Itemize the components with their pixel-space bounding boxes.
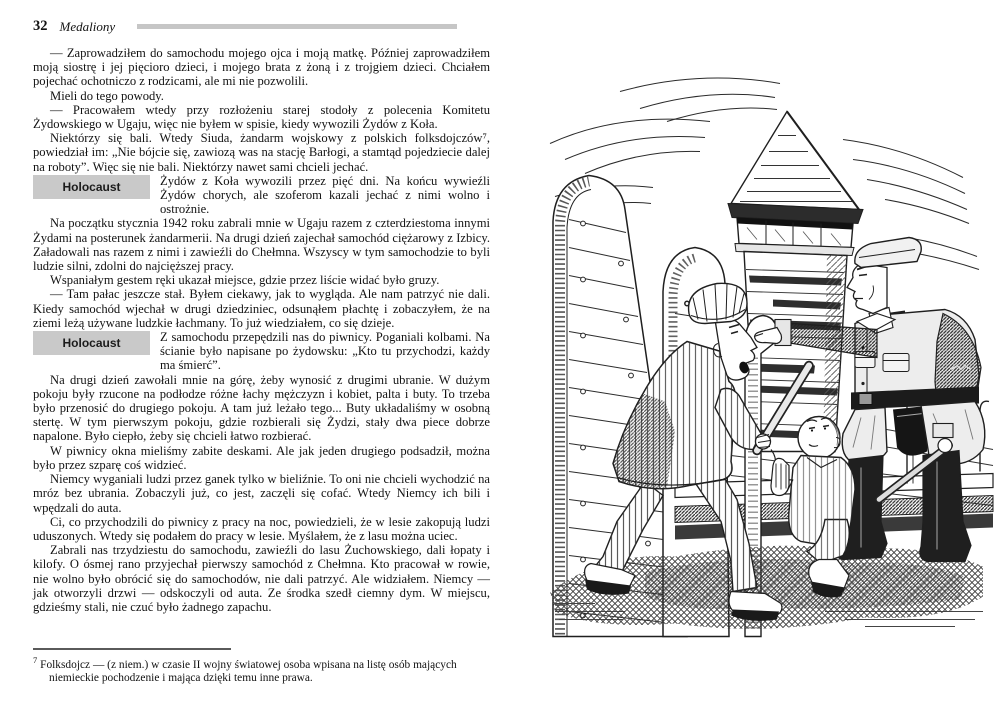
- footnote-text: $^7$ Folksdojcz — (z niem.) w czasie II wojny światowej osoba wpisana na listę osób mających niemieckie pochodzenie i mająca dzięki temu inne prawa.: [33, 655, 457, 685]
- camp-illustration: [525, 50, 995, 708]
- paragraph: Na drugi dzień zawołali mnie na górę, żeby wynosić z drugimi ubranie. W dużym pokoju były rzucone na podłodze różne łachy mężczyzn i kobiet, palta i buty. To trzeba było przenosić do drugiego pokoju. A tam już leżało tego... Buty układaliśmy w osobną stertę. W tym pierwszym pokoju, gdzie rozbierali się Żydzi, stały dwa piece dobrze napalone. Było ciepło, żeby się chcieli łatwo rozbierać.: [33, 372, 490, 444]
- text-column: [33, 46, 490, 614]
- running-title: Medaliony: [59, 18, 116, 34]
- illustration-svg: [525, 50, 995, 708]
- paragraph: — Tam pałac jeszcze stał. Byłem ciekawy, jak to wygląda. Ale nam patrzyć nie dali. Kiedy samochód wjechał w drugi dziedziniec, odsunąłem płachtę i zobaczyłem, że na ziemi leżą używane ludzkie łachmany. To już wiedziałem, co się dzieje.: [33, 287, 490, 330]
- holocaust-tag[interactable]: Holocaust: [33, 175, 150, 199]
- page-header: [33, 18, 490, 34]
- paragraph: Mieli do tego powody.: [50, 88, 164, 103]
- paragraph: Wspaniałym gestem ręki ukazał miejsce, gdzie przez liście widać było gruzy.: [50, 273, 440, 288]
- paragraph: Zabrali nas trzydziestu do samochodu, zawieźli do lasu Żuchowskiego, dali łopaty i kilofy. O ósmej rano przyjechał pierwszy samochód z Chełmna. Kto pracował w rowie, nie wolno było obrócić się do samochodów, nie dali patrzyć. Ale widziałem. Niemcy — jak otworzyli drzwi — odskoczyli od auta. Ze środka szedł ciemny dym. W miejscu, gdzieśmy stali, nie czuć było żadnego zapachu.: [33, 543, 490, 614]
- paragraph: W piwnicy okna mieliśmy zabite deskami. Ale jak jeden drugiego podsadził, można było przez szparę coś widzieć.: [33, 443, 490, 472]
- footnote: [33, 648, 490, 686]
- paragraph: Niektórzy się bali. Wtedy Siuda, żandarm wojskowy z polskich folksdojczów⁷, powiedział im: „Nie bójcie się, zawiozą was na stację Barłogi, a stamtąd pojedziecie dalej na roboty”. Więc się nie bali. Niektórzy nawet sami chcieli jechać.: [33, 131, 490, 174]
- paragraph: Niemcy wyganiali ludzi przez ganek tylko w bieliźnie. To oni nie chcieli wychodzić na mróz bez ubrania. Zobaczyli już, co jest, zaczęli się cofać. Wtedy Niemcy ich bili i wpędzali do auta.: [33, 472, 490, 515]
- paragraph: — Zaprowadziłem do samochodu mojego ojca i moją matkę. Później zaprowadziłem moją siostrę i jej pięcioro dzieci, i mojego brata z żoną i z trojgiem dzieci. Chciałem pojechać ochotniczo z rodzicami, ale mi nie pozwolili.: [33, 46, 490, 89]
- paragraph: Holocaust Żydów z Koła wywozili przez pięć dni. Na końcu wywieźli Żydów chorych, ale szoferom kazali jechać z nimi wolno i ostrożnie.: [33, 174, 490, 217]
- paragraph: — Pracowałem wtedy przy rozłożeniu starej stodoły z polecenia Komitetu Żydowskiego w Ugaju, więc nie byłem w spisie, kiedy wywozili Żydów z Koła.: [33, 102, 490, 132]
- paragraph: Holocaust Z samochodu przepędzili nas do piwnicy. Poganiali kolbami. Na ścianie było napisane po żydowsku: „Kto tu przychodzi, każdy ma śmierć”.: [33, 330, 490, 373]
- footnote-rule: [33, 648, 231, 650]
- paragraph: Na początku stycznia 1942 roku zabrali mnie w Ugaju razem z czterdziestoma innymi Żydami na posterunek żandarmerii. Na drugi dzień zajechał samochód ciężarowy z Izbicy. Załadowali nas razem z nimi i zawieźli do Chełmna. Wszyscy w tym samochodzie to byli ludzie silni, zdolni do najcięższej pracy.: [33, 216, 490, 274]
- header-rule: [137, 24, 457, 29]
- page-number: 32: [33, 17, 48, 34]
- holocaust-tag[interactable]: Holocaust: [33, 331, 150, 355]
- paragraph: Ci, co przychodzili do piwnicy z pracy na noc, powiedzieli, że w lesie zakopują ludzi uduszonych. Wtedy się podałem do pracy w lesie. Myślałem, że z lasu można uciec.: [33, 514, 490, 543]
- footnote-marker: 7: [33, 655, 38, 665]
